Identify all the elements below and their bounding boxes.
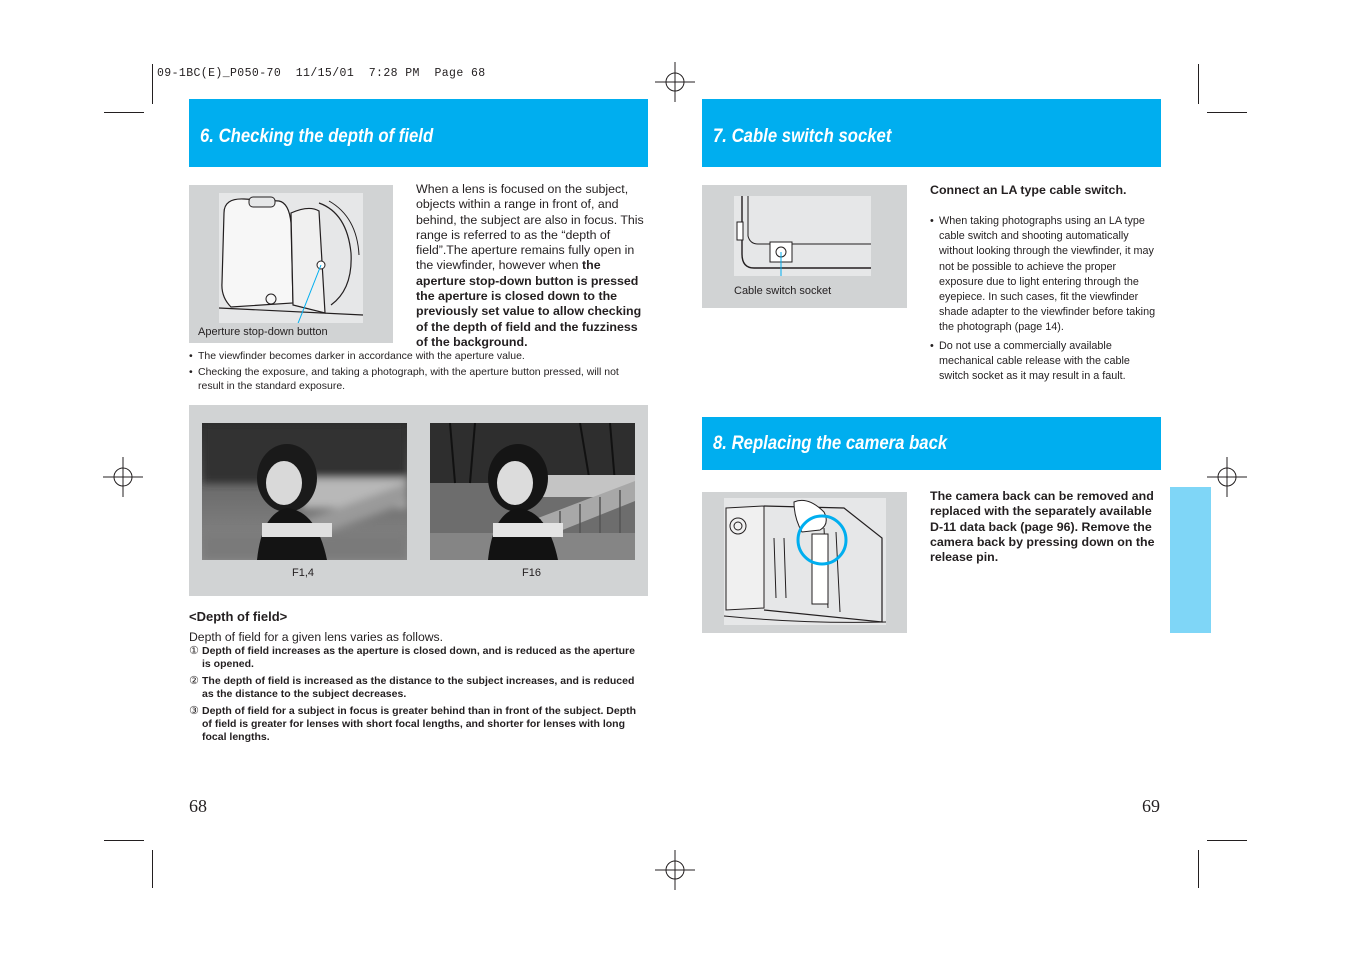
- section-8-text: The camera back can be removed and replaced with the separately available D-11 data back (page 96). Remove the camera back by pressing down on the release pin.: [930, 489, 1155, 565]
- photo-f16: [430, 423, 635, 560]
- section-6-intro: [416, 182, 649, 350]
- registration-mark-left: [103, 457, 143, 497]
- list-number: ③: [189, 704, 199, 717]
- cable-socket-illustration: [734, 196, 871, 276]
- list-text: Depth of field increases as the aperture is closed down, and is reduced as the aperture is opened.: [202, 645, 635, 671]
- section-6-intro-plain: When a lens is focused on the subject, objects within a range in front of, and behind, the subject are also in focus. This range is referred to as the “depth of field”.The aperture remains fully open in the viewfinder, however when: [416, 182, 644, 273]
- section-7-header: [702, 99, 1161, 167]
- registration-mark-bottom: [655, 850, 695, 890]
- list-item: [189, 645, 644, 672]
- section-8-title: 8. Replacing the camera back: [713, 433, 948, 454]
- camera-back-figure: [702, 492, 907, 633]
- section-6-title: 6. Checking the depth of field: [200, 126, 434, 147]
- depth-of-field-intro: Depth of field for a given lens varies as follows.: [189, 630, 444, 644]
- side-tab: [1170, 487, 1211, 633]
- list-number: ①: [189, 645, 199, 657]
- cable-socket-figure: [702, 185, 907, 308]
- photo-f16-caption: F16: [522, 567, 541, 579]
- cable-socket-caption: Cable switch socket: [734, 285, 832, 297]
- section-8-header: [702, 417, 1161, 470]
- section-7-notes: [930, 214, 1160, 387]
- depth-of-field-heading: <Depth of field>: [189, 609, 288, 624]
- aperture-figure-caption: Aperture stop-down button: [198, 326, 328, 338]
- list-item: • Checking the exposure, and taking a photograph, with the aperture button pressed, will not result in the standard exposure.: [189, 366, 644, 393]
- list-item: • Do not use a commercially available mechanical cable release with the cable switch socket as it may result in a fault.: [930, 339, 1160, 385]
- section-6-notes: [189, 350, 644, 396]
- print-slug: 09-1BC(E)_P050-70 11/15/01 7:28 PM Page 68: [157, 67, 486, 80]
- section-7-title: 7. Cable switch socket: [713, 126, 892, 147]
- photo-f1-4-caption: F1,4: [292, 567, 315, 579]
- section-7-lead: Connect an LA type cable switch.: [930, 183, 1127, 197]
- photo-f1-4: [202, 423, 407, 560]
- page-number-right: 69: [1142, 796, 1160, 816]
- registration-mark-top: [655, 62, 695, 102]
- depth-of-field-photos: [189, 405, 648, 596]
- camera-back-illustration: [724, 498, 886, 625]
- list-number: ②: [189, 674, 199, 687]
- depth-of-field-list: [189, 645, 644, 748]
- section-6-intro-bold: the aperture stop-down button is pressed the aperture is closed down to the previously set value to allow checking of the depth of field and the fuzziness of the background.: [416, 258, 642, 349]
- aperture-figure: [189, 185, 393, 343]
- list-item: [189, 705, 644, 745]
- registration-mark-right: [1207, 457, 1247, 497]
- list-text: Depth of field for a subject in focus is greater behind than in front of the subject. Depth of field is greater for lenses with short focal lengths, and shorter for lenses with long focal lengths.: [202, 704, 637, 744]
- camera-grip-illustration: [219, 193, 363, 323]
- page-number-left: 68: [189, 796, 207, 816]
- list-item: • When taking photographs using an LA type cable switch and shooting automatically without looking through the viewfinder, it may not be possible to achieve the proper exposure due to light entering through the eyepiece. In such cases, fit the viewfinder shade adapter to the viewfinder before taking the photograph (page 14).: [930, 214, 1160, 336]
- list-item: [189, 675, 644, 702]
- list-text: The depth of field is increased as the distance to the subject increases, and is reduced as the distance to the subject decreases.: [202, 674, 635, 701]
- list-item: • The viewfinder becomes darker in accordance with the aperture value.: [189, 350, 644, 363]
- section-6-header: [189, 99, 648, 167]
